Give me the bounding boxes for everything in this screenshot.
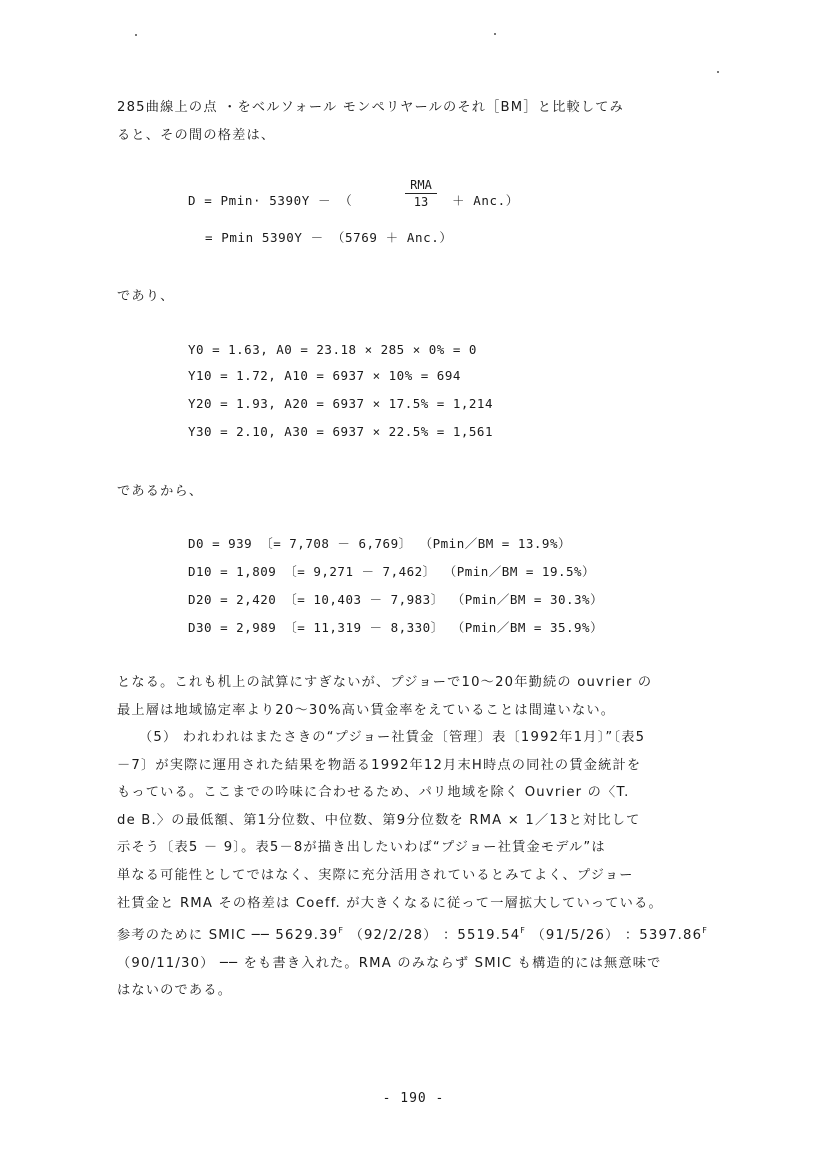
intro-paragraph bbox=[117, 94, 757, 149]
section-line: はないのである。 bbox=[117, 983, 233, 999]
section-5-paragraph bbox=[117, 724, 757, 1005]
formula-d-line2: = Pmin 5390Y － （5769 ＋ Anc.） bbox=[205, 230, 453, 245]
conclusion-line: 最上層は地域協定率より20～30%高い賃金率をえていることは間違いない。 bbox=[117, 702, 616, 718]
d-value-row: D0 = 939 〔= 7,708 － 6,769〕 （Pmin／BM = 13.9%） bbox=[188, 536, 571, 551]
page-number: - 190 - bbox=[382, 1091, 445, 1106]
intro-line: 285曲線上の点 ・をベルソォール モンペリヤールのそれ［BM］と比較してみ bbox=[117, 100, 625, 115]
intro-line: ると、その間の格差は、 bbox=[117, 127, 276, 143]
conclusion-line: となる。これも机上の試算にすぎないが、プジョーで10～20年勤続の ouvrier の bbox=[117, 675, 653, 690]
franc-superscript: F bbox=[338, 926, 345, 936]
formula-fraction bbox=[405, 178, 437, 209]
fraction-denominator: 13 bbox=[413, 195, 429, 209]
section-line: de B.〉の最低額、第1分位数、中位数、第9分位数を RMA × 1／13と対比して bbox=[117, 812, 641, 828]
section-line: 単なる可能性としてではなく、実際に充分活用されているとみてよく、プジョー bbox=[117, 867, 634, 883]
section-line-smic bbox=[117, 917, 757, 950]
y-value-row: Y0 = 1.63, A0 = 23.18 × 285 × 0% = 0 bbox=[188, 342, 477, 357]
section-line: 社賃金と RMA その格差は Coeff. が大きくなるに従って一層拡大していっている。 bbox=[117, 895, 663, 911]
scan-speck bbox=[135, 34, 137, 36]
smic-text: （92/2/28） ：5519.54 bbox=[344, 928, 521, 944]
smic-text: 参考のために SMIC ── 5629.39 bbox=[117, 928, 339, 944]
y-value-row: Y10 = 1.72, A10 = 6937 × 10% = 694 bbox=[188, 368, 461, 383]
franc-superscript: F bbox=[520, 926, 527, 936]
franc-superscript: F bbox=[702, 926, 709, 936]
scan-speck bbox=[717, 71, 719, 73]
connector-text: であるから、 bbox=[117, 484, 204, 499]
y-value-row: Y30 = 2.10, A30 = 6937 × 22.5% = 1,561 bbox=[188, 424, 493, 439]
formula-d-line1-left: D = Pmin· 5390Y － （ bbox=[188, 193, 353, 208]
fraction-numerator: RMA bbox=[405, 178, 437, 194]
section-line: 示そう〔表5 － 9〕。表5－8が描き出したいわば“プジョー社賃金モデル”は bbox=[117, 840, 606, 856]
section-line: （90/11/30） ── をも書き入れた。RMA のみならず SMIC も構造的には無意味で bbox=[117, 955, 662, 971]
section-line: －7〕が実際に運用された結果を物語る1992年12月末H時点の同社の賃金統計を bbox=[117, 757, 642, 773]
formula-d-line1-right: ＋ Anc.） bbox=[452, 193, 519, 208]
d-value-row: D20 = 2,420 〔= 10,403 － 7,983〕 （Pmin／BM = 30.3%） bbox=[188, 592, 604, 607]
connector-text: であり、 bbox=[117, 289, 175, 304]
section-line: （5） われわれはまたさきの“プジョー社賃金〔管理〕表〔1992年1月〕”〔表5 bbox=[139, 730, 646, 745]
y-value-row: Y20 = 1.93, A20 = 6937 × 17.5% = 1,214 bbox=[188, 396, 493, 411]
d-value-row: D30 = 2,989 〔= 11,319 － 8,330〕 （Pmin／BM = 35.9%） bbox=[188, 620, 604, 635]
conclusion-paragraph bbox=[117, 669, 757, 724]
scan-speck bbox=[494, 33, 496, 35]
section-line: もっている。ここまでの吟味に合わせるため、パリ地域を除く Ouvrier の〈T. bbox=[117, 785, 630, 801]
d-value-row: D10 = 1,809 〔= 9,271 － 7,462〕 （Pmin／BM = 19.5%） bbox=[188, 564, 596, 579]
smic-text: （91/5/26） ：5397.86 bbox=[526, 928, 703, 944]
